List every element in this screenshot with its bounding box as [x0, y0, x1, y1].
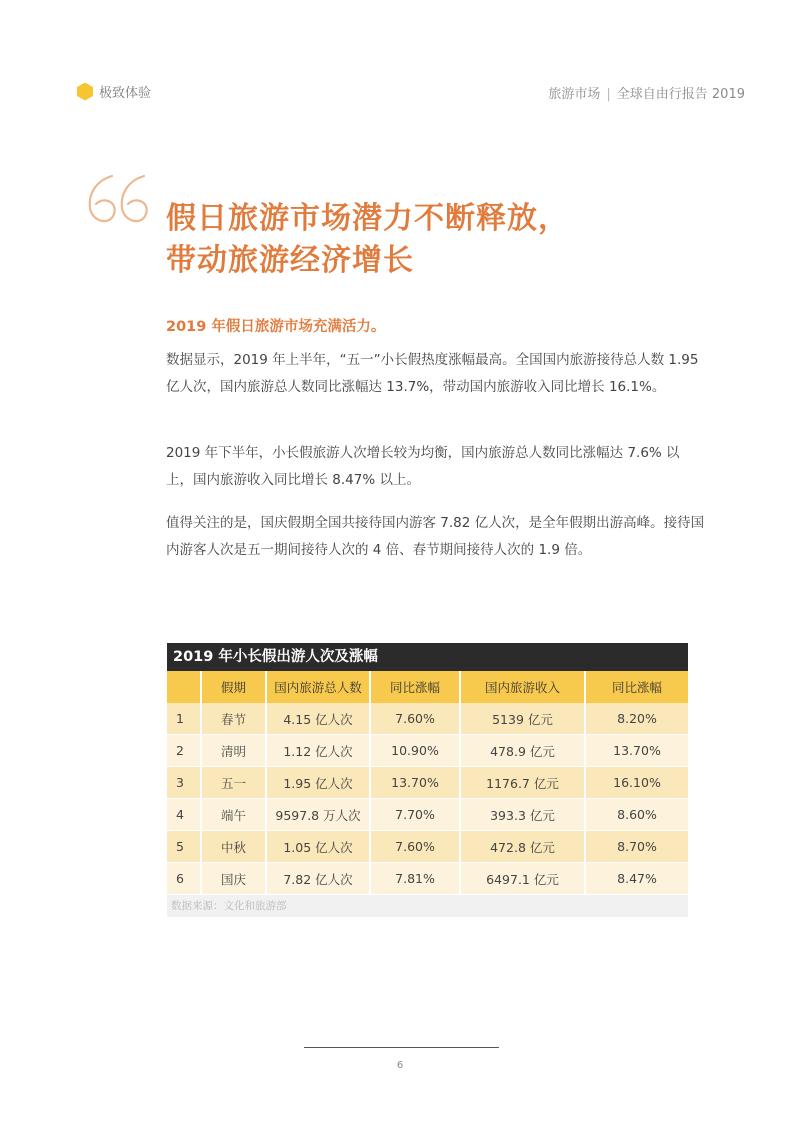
paragraph-2: 2019 年下半年，小长假旅游人次增长较为均衡，国内旅游总人数同比涨幅达 7.6% 以上，国内旅游收入同比增长 8.47% 以上。: [166, 445, 680, 488]
header-cell-visitors: 国内旅游总人数: [266, 671, 370, 703]
header-cell-holiday: 假期: [201, 671, 266, 703]
table-row: [167, 703, 688, 735]
cell-visitors-growth: 13.70%: [370, 767, 460, 799]
header-cell-index: [167, 671, 201, 703]
cell-index: 3: [167, 767, 201, 799]
cell-revenue: 1176.7 亿元: [460, 767, 585, 799]
header-divider: |: [606, 87, 611, 102]
cell-visitors-growth: 7.60%: [370, 703, 460, 735]
cell-revenue: 6497.1 亿元: [460, 863, 585, 895]
header-cell-revenue: 国内旅游收入: [460, 671, 585, 703]
footer-divider: [304, 1047, 499, 1048]
brand-label: 极致体验: [99, 86, 152, 101]
cell-visitors-growth: 7.70%: [370, 799, 460, 831]
cell-visitors: 1.05 亿人次: [266, 831, 370, 863]
paragraph-3: 值得关注的是，国庆假期全国共接待国内游客 7.82 亿人次，是全年假期出游高峰。接待国内游客人次是五一期间接待人次的 4 倍、春节期间接待人次的 1.9 倍。: [166, 515, 705, 558]
cell-holiday: 五一: [201, 767, 266, 799]
cell-revenue-growth: 16.10%: [585, 767, 688, 799]
cell-revenue: 478.9 亿元: [460, 735, 585, 767]
report-label: 全球自由行报告 2019: [616, 87, 745, 102]
header-report-info: [548, 83, 745, 102]
cell-revenue-growth: 8.20%: [585, 703, 688, 735]
title-line-1: 假日旅游市场潜力不断释放，: [166, 201, 569, 236]
header-brand: [77, 82, 151, 101]
quote-mark-icon: [84, 170, 154, 230]
cell-index: 1: [167, 703, 201, 735]
cell-index: 2: [167, 735, 201, 767]
header-cell-visitors-growth: 同比涨幅: [370, 671, 460, 703]
cell-holiday: 国庆: [201, 863, 266, 895]
cell-revenue-growth: 8.70%: [585, 831, 688, 863]
page-number: 6: [396, 1060, 404, 1071]
title-line-2: 带动旅游经济增长: [166, 243, 414, 278]
cell-visitors: 4.15 亿人次: [266, 703, 370, 735]
cell-visitors: 7.82 亿人次: [266, 863, 370, 895]
cell-holiday: 春节: [201, 703, 266, 735]
table-title: 2019 年小长假出游人次及涨幅: [167, 643, 688, 671]
cell-revenue: 5139 亿元: [460, 703, 585, 735]
cell-index: 6: [167, 863, 201, 895]
cell-holiday: 清明: [201, 735, 266, 767]
cell-revenue: 393.3 亿元: [460, 799, 585, 831]
holiday-table: [167, 643, 688, 917]
cell-index: 4: [167, 799, 201, 831]
cell-visitors: 9597.8 万人次: [266, 799, 370, 831]
section-label: 旅游市场: [548, 87, 601, 102]
cell-visitors-growth: 7.60%: [370, 831, 460, 863]
subheading: 2019 年假日旅游市场充满活力。: [166, 319, 386, 335]
cell-revenue-growth: 8.47%: [585, 863, 688, 895]
table-source: 数据来源：文化和旅游部: [167, 895, 688, 917]
table-row: [167, 799, 688, 831]
cell-visitors: 1.12 亿人次: [266, 735, 370, 767]
cell-revenue: 472.8 亿元: [460, 831, 585, 863]
cell-visitors-growth: 10.90%: [370, 735, 460, 767]
table-row: [167, 767, 688, 799]
page-title: [166, 198, 569, 282]
cell-visitors-growth: 7.81%: [370, 863, 460, 895]
table-row: [167, 863, 688, 895]
cell-holiday: 中秋: [201, 831, 266, 863]
header-cell-revenue-growth: 同比涨幅: [585, 671, 688, 703]
paragraph-1: 数据显示，2019 年上半年，“五一”小长假热度涨幅最高。全国国内旅游接待总人数 1.95 亿人次，国内旅游总人数同比涨幅达 13.7%，带动国内旅游收入同比增长 16.1%。: [166, 352, 699, 395]
cell-visitors: 1.95 亿人次: [266, 767, 370, 799]
cell-revenue-growth: 13.70%: [585, 735, 688, 767]
table-row: [167, 831, 688, 863]
table-row: [167, 735, 688, 767]
hexagon-logo-icon: [77, 83, 93, 101]
cell-revenue-growth: 8.60%: [585, 799, 688, 831]
cell-holiday: 端午: [201, 799, 266, 831]
cell-index: 5: [167, 831, 201, 863]
data-table: [167, 671, 688, 895]
table-header-row: [167, 671, 688, 703]
